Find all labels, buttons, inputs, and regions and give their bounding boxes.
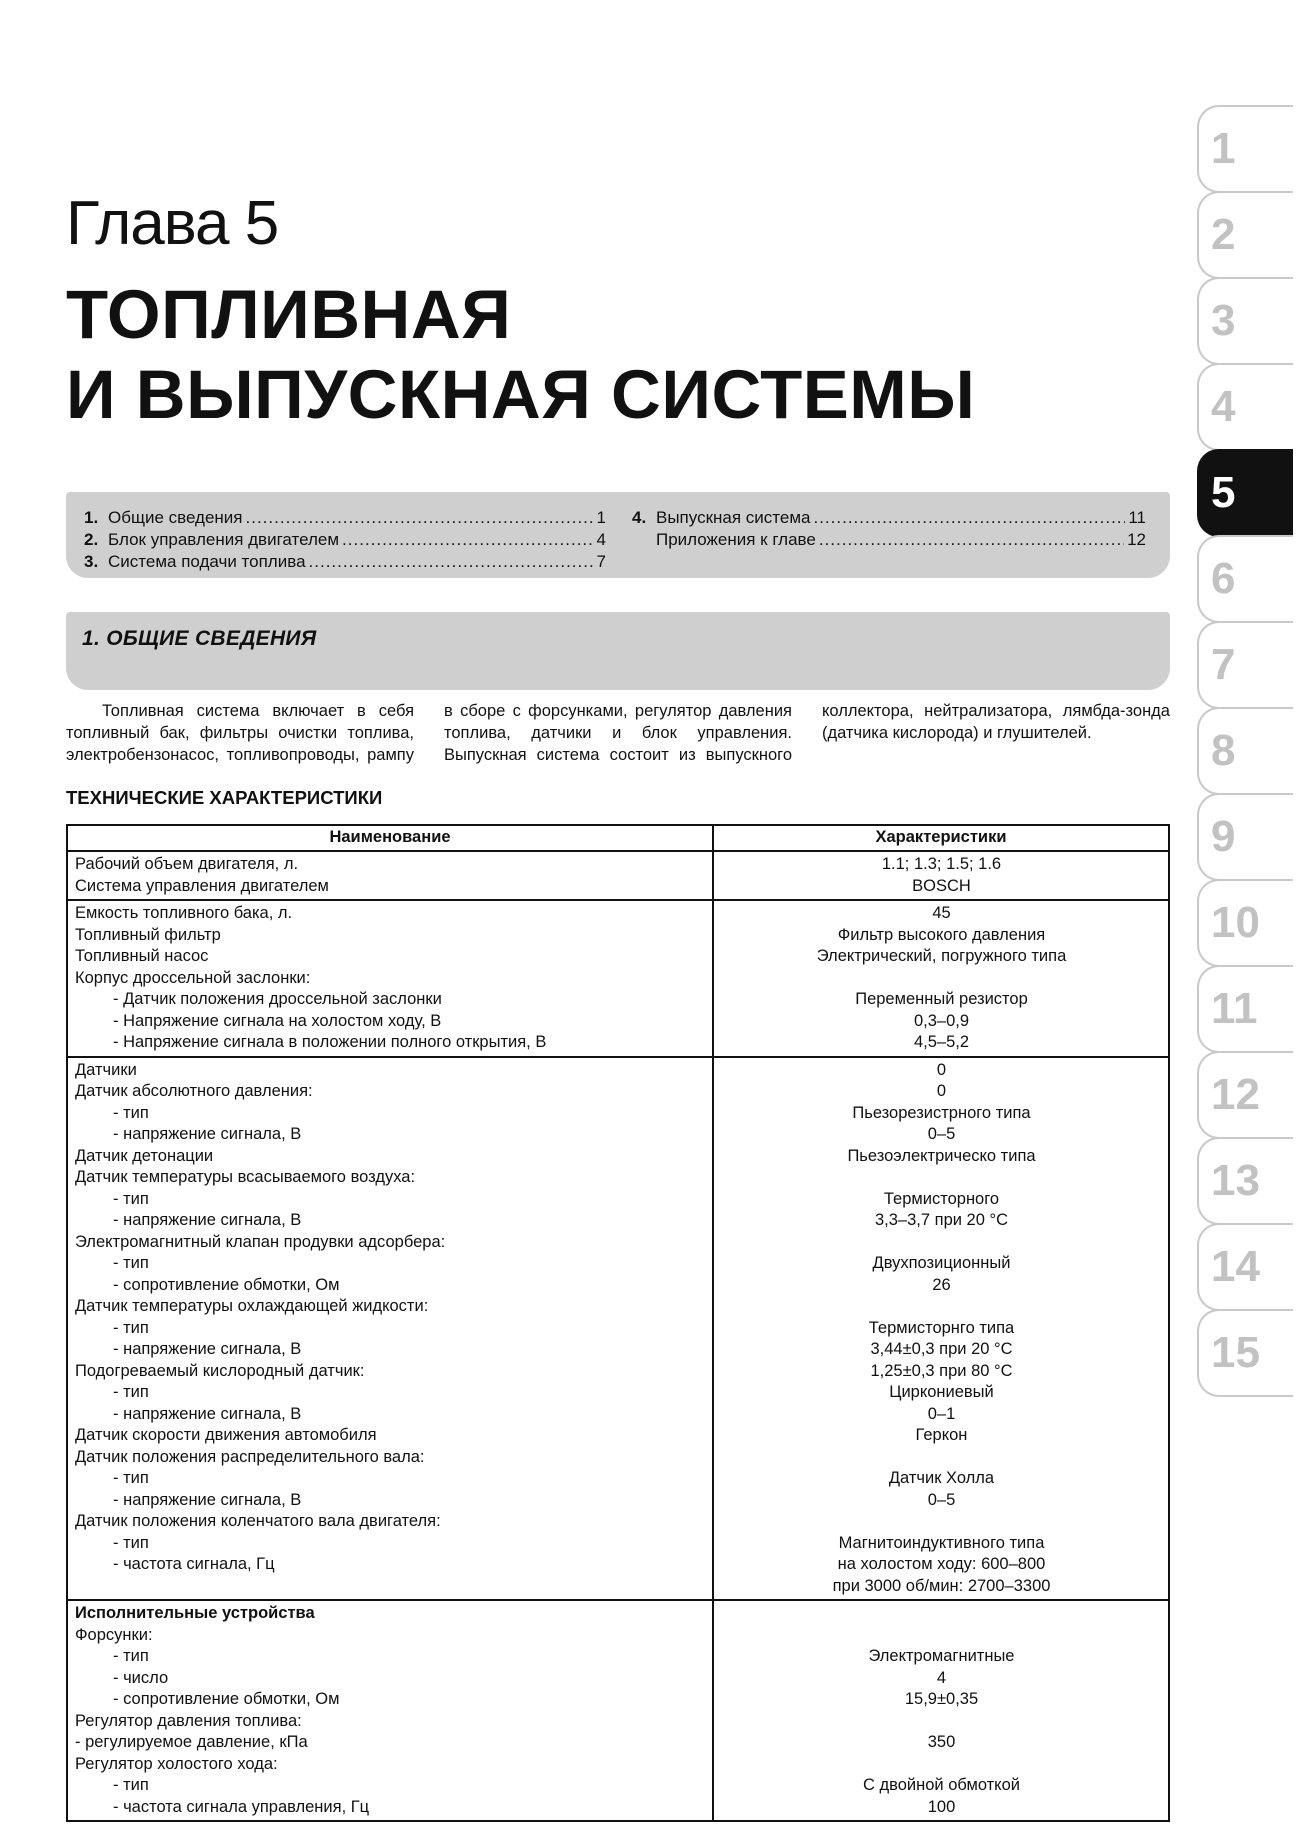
- spec-name: - напряжение сигнала, В: [113, 1211, 302, 1229]
- spec-name: - тип: [113, 1469, 149, 1487]
- spec-name: Корпус дроссельной заслонки:: [75, 968, 311, 987]
- spec-value: Двухпозиционный: [872, 1254, 1011, 1272]
- specs-header-row: [67, 825, 1169, 851]
- chapter-title-line-2: И ВЫПУСКНАЯ СИСТЕМЫ: [66, 356, 976, 433]
- spec-value: Термисторнго типа: [868, 1318, 1015, 1337]
- contents-entry[interactable]: [632, 507, 1146, 529]
- specs-name-cell: [67, 1057, 713, 1601]
- spec-value: при 3000 об/мин: 2700–3300: [832, 1576, 1051, 1595]
- contents-entry-page: 11: [1128, 508, 1146, 527]
- spec-name: - напряжение сигнала, В: [113, 1340, 302, 1358]
- chapter-tab-14[interactable]: 14: [1197, 1223, 1293, 1311]
- contents-entry-title: Общие сведения: [108, 508, 243, 527]
- spec-value: 0–1: [927, 1404, 956, 1423]
- spec-value: 0–5: [927, 1490, 956, 1509]
- spec-value: 4: [936, 1668, 947, 1687]
- specs-group-row: [67, 1057, 1169, 1601]
- spec-value: Пьезоэлектрическо типа: [847, 1146, 1036, 1165]
- specs-group-row: [67, 851, 1169, 900]
- spec-value: Геркон: [915, 1426, 968, 1444]
- specs-table: [66, 824, 1170, 1822]
- chapter-tab-2[interactable]: 2: [1197, 191, 1293, 279]
- spec-value: [721, 1711, 1162, 1733]
- spec-name: - напряжение сигнала, В: [113, 1404, 302, 1423]
- chapter-title: [66, 275, 975, 435]
- spec-name: - напряжение сигнала, В: [113, 1490, 302, 1509]
- contents-entry-title: Блок управления двигателем: [108, 530, 340, 549]
- spec-name: - тип: [113, 1254, 149, 1272]
- spec-name: - число: [113, 1668, 169, 1687]
- spec-value: Термисторного: [883, 1189, 1000, 1208]
- spec-name: Емкость топливного бака, л.: [75, 904, 293, 922]
- chapter-tab-11[interactable]: 11: [1197, 965, 1293, 1053]
- spec-name: Топливный насос: [75, 947, 209, 965]
- specs-name-cell: [67, 1600, 713, 1821]
- specs-group-row: [67, 900, 1169, 1057]
- chapter-tab-7[interactable]: 7: [1197, 621, 1293, 709]
- spec-value: С двойной обмоткой: [863, 1776, 1020, 1794]
- spec-value: 1,25±0,3 при 80 °С: [870, 1361, 1013, 1380]
- spec-value: 0: [936, 1082, 947, 1100]
- spec-name: - Напряжение сигнала в положении полного открытия, В: [113, 1033, 547, 1051]
- specs-value-cell: [713, 900, 1169, 1057]
- spec-value: Фильтр высокого давления: [837, 925, 1046, 944]
- contents-entry-page: 1: [596, 508, 606, 527]
- chapter-tab-8[interactable]: 8: [1197, 707, 1293, 795]
- spec-name: Датчик положения распределительного вала:: [75, 1447, 425, 1466]
- spec-value: Магнитоиндуктивного типа: [838, 1533, 1045, 1552]
- spec-name: Подогреваемый кислородный датчик:: [75, 1361, 365, 1380]
- spec-value: 0,3–0,9: [913, 1011, 970, 1030]
- spec-value: [721, 1625, 1162, 1647]
- spec-name: Датчики: [75, 1060, 137, 1079]
- header-name: Наименование: [67, 825, 713, 851]
- contents-entry-title: Приложения к главе: [656, 530, 816, 549]
- chapter-tab-4[interactable]: 4: [1197, 363, 1293, 451]
- spec-value: [721, 1754, 1162, 1776]
- specs-name-cell: [67, 900, 713, 1057]
- spec-name: Форсунки:: [75, 1625, 153, 1644]
- spec-name: - сопротивление обмотки, Ом: [113, 1690, 340, 1708]
- spec-value: 3,44±0,3 при 20 °С: [870, 1340, 1013, 1358]
- contents-leader-dots: [309, 551, 594, 573]
- spec-name: Датчик детонации: [75, 1146, 214, 1165]
- spec-value: Циркониевый: [889, 1383, 994, 1401]
- intro-paragraph: Топливная система включает в себя топливный бак, фильтры очистки топлива, электробензонасос, топливопроводы, рампу в сборе с форсунками, регулятор давления топлива, датчики и блок управления. Выпускная система состоит из выпускного коллектора, нейтрализатора, лямбда-зонда (датчика кислорода) и глушителей.: [66, 702, 1170, 764]
- spec-name: Датчик положения коленчатого вала двигателя:: [75, 1512, 441, 1530]
- spec-value: 4,5–5,2: [913, 1033, 970, 1051]
- spec-name: - частота сигнала управления, Гц: [113, 1797, 370, 1816]
- spec-value: Переменный резистор: [855, 990, 1028, 1008]
- spec-name: Система управления двигателем: [75, 876, 329, 895]
- spec-value: 1.1; 1.3; 1.5; 1.6: [881, 855, 1002, 873]
- spec-value: 45: [932, 904, 951, 922]
- spec-value: BOSCH: [912, 876, 971, 895]
- spec-value: 15,9±0,35: [904, 1690, 979, 1708]
- spec-name: Электромагнитный клапан продувки адсорбера:: [75, 1232, 446, 1251]
- contents-right-column: [632, 507, 1146, 551]
- contents-entry-page: 7: [596, 552, 606, 571]
- spec-value: [721, 1296, 1162, 1318]
- contents-entry[interactable]: [84, 551, 606, 573]
- specs-value-cell: [713, 1600, 1169, 1821]
- chapter-tab-6[interactable]: 6: [1197, 535, 1293, 623]
- spec-name: Топливный фильтр: [75, 925, 221, 944]
- spec-name: Датчик скорости движения автомобиля: [75, 1426, 377, 1444]
- spec-name: - сопротивление обмотки, Ом: [113, 1275, 340, 1294]
- chapter-label: Глава 5: [66, 189, 279, 258]
- spec-name: - тип: [113, 1383, 149, 1401]
- spec-name: [75, 1576, 706, 1598]
- spec-value: 0: [936, 1060, 947, 1079]
- contents-entry-page: 4: [596, 530, 606, 549]
- chapter-tab-3[interactable]: 3: [1197, 277, 1293, 365]
- specs-value-cell: [713, 1057, 1169, 1601]
- specs-name-cell: [67, 851, 713, 900]
- chapter-contents: [66, 492, 1170, 578]
- spec-name: - тип: [113, 1533, 149, 1552]
- contents-entry-number: 3.: [84, 552, 99, 571]
- spec-name: Датчик температуры охлаждающей жидкости:: [75, 1297, 429, 1315]
- contents-leader-dots: [819, 529, 1124, 551]
- spec-value: 26: [932, 1275, 951, 1294]
- specs-heading: ТЕХНИЧЕСКИЕ ХАРАКТЕРИСТИКИ: [66, 787, 383, 808]
- spec-name: - тип: [113, 1647, 149, 1665]
- spec-name: - напряжение сигнала, В: [113, 1125, 302, 1143]
- header-value: Характеристики: [713, 825, 1169, 851]
- spec-value: Электрический, погружного типа: [816, 947, 1067, 965]
- spec-name: Исполнительные устройства: [75, 1604, 315, 1622]
- spec-value: [721, 1167, 1162, 1189]
- spec-value: [721, 1603, 1162, 1625]
- chapter-tab-1[interactable]: 1: [1197, 105, 1293, 193]
- section-title: 1. ОБЩИЕ СВЕДЕНИЯ: [82, 627, 317, 650]
- spec-name: Регулятор давления топлива:: [75, 1711, 302, 1730]
- spec-value: Датчик Холла: [888, 1469, 995, 1487]
- contents-entry-title: Выпускная система: [656, 508, 811, 527]
- chapter-tab-5[interactable]: 5: [1197, 449, 1293, 537]
- spec-name: - тип: [113, 1189, 149, 1208]
- spec-value: 350: [927, 1733, 956, 1751]
- spec-name: Рабочий объем двигателя, л.: [75, 855, 299, 873]
- contents-entry-page: 12: [1127, 530, 1146, 549]
- contents-leader-dots: [342, 529, 593, 551]
- contents-entry-number: 2.: [84, 530, 99, 549]
- chapter-tab-13[interactable]: 13: [1197, 1137, 1293, 1225]
- contents-entry[interactable]: [84, 529, 606, 551]
- spec-name: Датчик абсолютного давления:: [75, 1082, 313, 1100]
- contents-entry-title: Система подачи топлива: [108, 552, 306, 571]
- spec-name: - частота сигнала, Гц: [113, 1555, 275, 1573]
- spec-name: - регулируемое давление, кПа: [75, 1733, 308, 1751]
- section-header: [66, 612, 1170, 690]
- contents-leader-dots: [813, 507, 1125, 529]
- spec-value: Электромагнитные: [868, 1647, 1015, 1665]
- contents-entry-number: 1.: [84, 508, 99, 527]
- spec-name: - Напряжение сигнала на холостом ходу, В: [113, 1011, 442, 1030]
- spec-value: [721, 968, 1162, 990]
- spec-name: - Датчик положения дроссельной заслонки: [113, 990, 442, 1008]
- spec-value: Пьезорезистрного типа: [852, 1103, 1031, 1122]
- spec-value: 100: [927, 1797, 956, 1816]
- spec-value: [721, 1511, 1162, 1533]
- spec-value: на холостом ходу: 600–800: [837, 1555, 1046, 1573]
- contents-entry[interactable]: [632, 529, 1146, 551]
- spec-name: - тип: [113, 1103, 149, 1122]
- specs-group-row: [67, 1600, 1169, 1821]
- chapter-tab-15[interactable]: 15: [1197, 1309, 1293, 1397]
- contents-entry-number: 4.: [632, 508, 647, 527]
- spec-name: Регулятор холостого хода:: [75, 1754, 278, 1773]
- chapter-tab-12[interactable]: 12: [1197, 1051, 1293, 1139]
- chapter-tab-10[interactable]: 10: [1197, 879, 1293, 967]
- contents-entry[interactable]: [84, 507, 606, 529]
- spec-name: - тип: [113, 1318, 149, 1337]
- spec-value: 3,3–3,7 при 20 °С: [875, 1211, 1008, 1229]
- spec-name: - тип: [113, 1776, 149, 1794]
- spec-name: Датчик температуры всасываемого воздуха:: [75, 1168, 416, 1186]
- spec-value: [721, 1232, 1162, 1254]
- contents-left-column: [84, 507, 606, 573]
- spec-value: [721, 1447, 1162, 1469]
- spec-value: 0–5: [927, 1125, 956, 1143]
- specs-value-cell: [713, 851, 1169, 900]
- chapter-tab-9[interactable]: 9: [1197, 793, 1293, 881]
- chapter-title-line-1: ТОПЛИВНАЯ: [66, 276, 512, 353]
- contents-leader-dots: [246, 507, 594, 529]
